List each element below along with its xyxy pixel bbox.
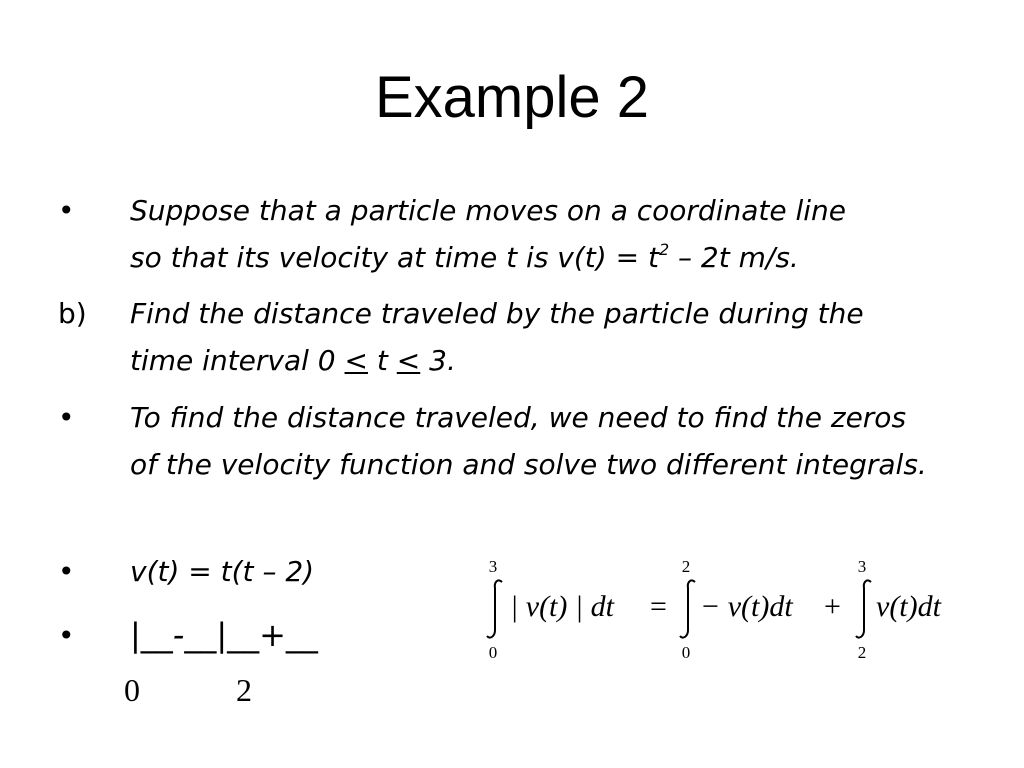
term1-integrand: − v(t)dt	[700, 590, 793, 623]
integral-sign-icon	[856, 580, 871, 637]
list-item-explanation	[58, 394, 988, 488]
plus-sign: +	[824, 590, 841, 623]
bullet-icon: •	[58, 401, 75, 434]
item-text-line: Find the distance traveled by the particle during the	[130, 297, 864, 330]
list-marker-b: b)	[58, 297, 87, 330]
sign-chart-label-two: 2	[236, 672, 252, 708]
bullet-icon: •	[58, 619, 75, 652]
term2-upper-limit: 3	[857, 557, 867, 576]
item-text-line: – 2t m/s.	[669, 241, 799, 274]
integral-sign-icon	[487, 580, 502, 637]
item-text-line: Suppose that a particle moves on a coordinate line	[130, 194, 847, 227]
less-equal-symbol: <	[344, 344, 368, 377]
item-text: To find the distance traveled, we need to find the zeros of the velocity function and solve two different integrals.	[130, 401, 927, 481]
term1-upper-limit: 2	[681, 557, 691, 576]
less-equal-symbol: <	[396, 344, 421, 377]
list-item-particle-velocity	[58, 187, 988, 281]
term2-lower-limit: 2	[857, 643, 867, 662]
integral-sign-icon	[680, 580, 695, 637]
bullet-icon: •	[58, 555, 75, 588]
equals-sign: =	[650, 590, 667, 623]
item-text	[130, 290, 988, 384]
lhs-lower-limit: 0	[488, 643, 498, 662]
item-text-line: so that its velocity at time t is v(t) = t	[130, 241, 659, 274]
lhs-upper-limit: 3	[488, 557, 498, 576]
bullet-icon: •	[58, 194, 75, 227]
term1-lower-limit: 0	[681, 643, 691, 662]
sign-chart-label-zero: 0	[124, 672, 140, 708]
slide-title: Example 2	[374, 65, 650, 130]
list-item-part-b	[58, 290, 988, 384]
item-text-line: time interval 0	[130, 344, 345, 377]
term2-integrand: v(t)dt	[876, 590, 941, 623]
item-text: v(t) = t(t – 2)	[130, 555, 315, 588]
item-text	[130, 187, 988, 281]
item-text-line: 3.	[420, 344, 456, 377]
lhs-integrand: | v(t) | dt	[510, 590, 614, 623]
exponent: 2	[658, 240, 670, 259]
item-text-line: t	[368, 344, 397, 377]
sign-chart: |__-__|__+__	[130, 616, 318, 654]
integral-equation	[478, 548, 978, 668]
